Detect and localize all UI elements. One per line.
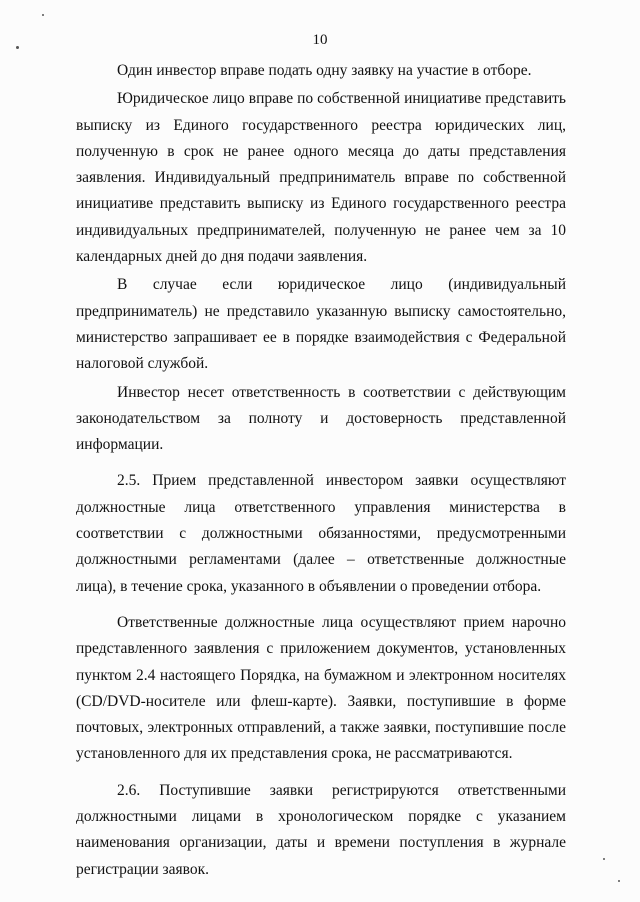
paragraph: Ответственные должностные лица осуществляют прием нарочно представленного заявления с приложением документов, установленных пунктом 2.4 настоящего Порядка, на бумажном и электронном носителях (CD/DVD-носителе или флеш-карте). Заявки, поступившие в форме почтовых, электронных отправлений, а также заявки, поступившие после установленного для их представления срока, не рассматриваются. xyxy=(76,613,566,763)
paragraph: 2.6. Поступившие заявки регистрируются ответственными должностными лицами в хронологическом порядке с указанием наименования организации, даты и времени поступления в журнале регистрации заявок. xyxy=(76,781,566,878)
scan-speck xyxy=(618,880,620,882)
paragraph: В случае если юридическое лицо (индивидуальный предприниматель) не представило указанную выписку самостоятельно, министерство запрашивает ее в порядке взаимодействия с Федеральной налоговой службой. xyxy=(76,276,566,373)
page-number: 10 xyxy=(312,32,328,48)
scan-speck xyxy=(42,14,44,16)
paragraph: Юридическое лицо вправе по собственной инициативе представить выписку из Единого государственного реестра юридических лиц, полученную в срок не ранее одного месяца до даты представления заявления. Индивидуальный предприниматель вправе по собственной инициативе представить выписку из Единого государственного реестра индивидуальных предпринимателей, полученную не ранее чем за 10 календарных дней до дня подачи заявления. xyxy=(76,90,566,266)
document-body xyxy=(76,58,566,883)
scan-speck xyxy=(603,858,605,860)
paragraph: 2.5. Прием представленной инвестором заявки осуществляют должностные лица ответственного управления министерства в соответствии с должностными обязанностями, предусмотренными должностными регламентами (далее – ответственные должностные лица), в течение срока, указанного в объявлении о проведении отбора. xyxy=(76,472,566,595)
paragraph: Один инвестор вправе подать одну заявку на участие в отборе. xyxy=(117,62,532,79)
paragraph: Инвестор несет ответственность в соответствии с действующим законодательством за полноту и достоверность представленной информации. xyxy=(76,383,566,454)
